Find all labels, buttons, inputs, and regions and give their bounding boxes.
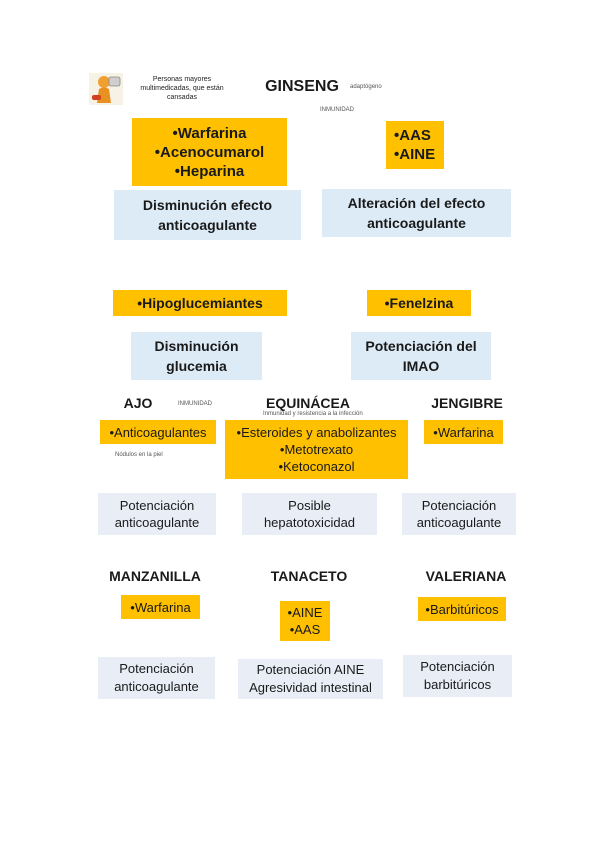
ajo-title: AJO bbox=[123, 395, 153, 411]
valeriana-drug: •Barbitúricos bbox=[418, 597, 506, 621]
ginseng-drug-box-hipoglu: •Hipoglucemiantes bbox=[113, 290, 287, 316]
jengibre-title: JENGIBRE bbox=[431, 395, 503, 411]
manzanilla-title: MANZANILLA bbox=[109, 568, 201, 584]
ajo-effect: Potenciación anticoagulante bbox=[98, 493, 216, 535]
equinacea-drugs: •Esteroides y anabolizantes •Metotrexato •Ketoconazol bbox=[225, 420, 408, 479]
ginseng-effect-4: Potenciación del IMAO bbox=[351, 332, 491, 380]
valeriana-effect: Potenciación barbitúricos bbox=[403, 655, 512, 697]
person-with-pills-icon bbox=[89, 73, 123, 105]
ajo-sub-note: Nódulos en la piel bbox=[115, 452, 163, 458]
ginseng-drug-box-aas: •AAS •AINE bbox=[386, 121, 444, 169]
tanaceto-drugs: •AINE •AAS bbox=[280, 601, 330, 641]
manzanilla-effect: Potenciación anticoagulante bbox=[98, 657, 215, 699]
caption: Personas mayores multimedicadas, que están cansadas bbox=[140, 76, 224, 101]
ajo-note: INMUNIDAD bbox=[178, 401, 212, 407]
equinacea-title: EQUINÁCEA bbox=[265, 395, 350, 411]
ginseng-sub-note: INMUNIDAD bbox=[320, 107, 354, 113]
ajo-drug: •Anticoagulantes bbox=[100, 420, 216, 444]
tanaceto-title: TANACETO bbox=[270, 568, 348, 584]
ginseng-effect-3: Disminución glucemia bbox=[131, 332, 262, 380]
manzanilla-drug: •Warfarina bbox=[121, 595, 200, 619]
equinacea-effect: Posible hepatotoxicidad bbox=[242, 493, 377, 535]
ginseng-effect-2: Alteración del efecto anticoagulante bbox=[322, 189, 511, 237]
ginseng-drug-box-fenelzina: •Fenelzina bbox=[367, 290, 471, 316]
valeriana-title: VALERIANA bbox=[425, 568, 507, 584]
tanaceto-effect: Potenciación AINE Agresividad intestinal bbox=[238, 659, 383, 699]
ginseng-effect-1: Disminución efecto anticoagulante bbox=[114, 190, 301, 240]
ginseng-drug-box-anticoag: •Warfarina •Acenocumarol •Heparina bbox=[132, 118, 287, 186]
ginseng-side-note: adaptógeno bbox=[350, 84, 382, 90]
equinacea-note: Inmunidad y resistencia a la infección bbox=[263, 411, 363, 417]
header-icon bbox=[89, 73, 123, 105]
jengibre-drug: •Warfarina bbox=[424, 420, 503, 444]
page-title: GINSENG bbox=[265, 78, 339, 95]
jengibre-effect: Potenciación anticoagulante bbox=[402, 493, 516, 535]
